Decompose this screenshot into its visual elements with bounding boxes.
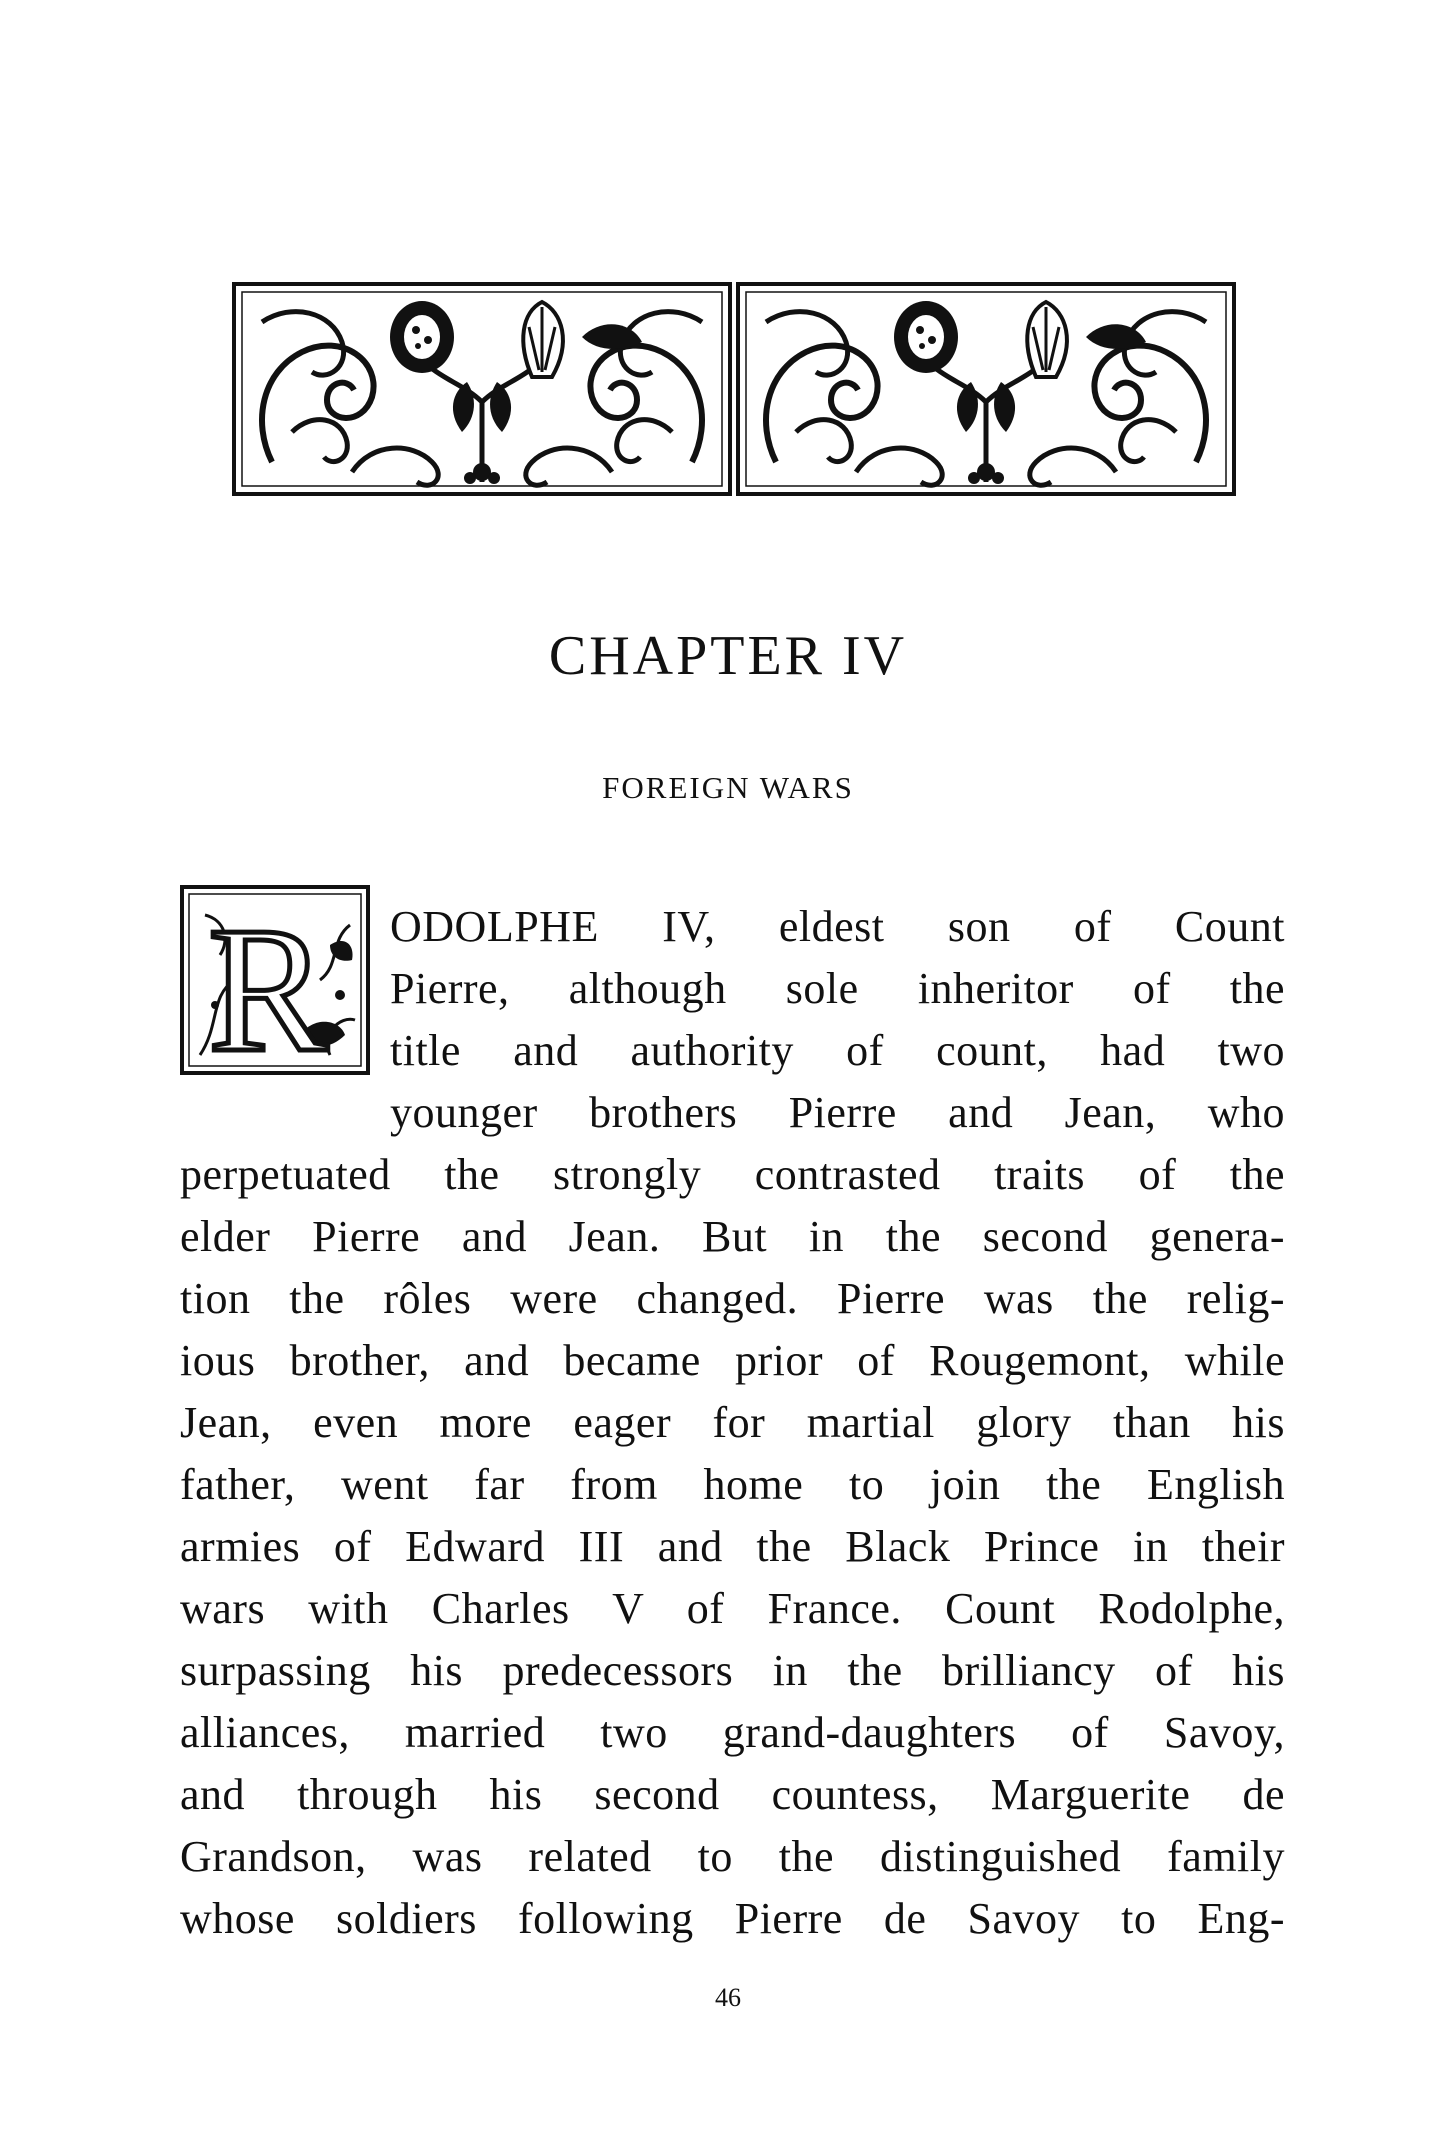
chapter-subtitle: FOREIGN WARS [602, 770, 854, 805]
text-line: and through his second countess, Marguerite de [180, 1770, 1285, 1819]
text-line: surpassing his predecessors in the brilliancy of his [180, 1646, 1285, 1695]
text-line: ODOLPHE IV, eldest son of Count [390, 902, 1285, 951]
chapter-title: CHAPTER IV [548, 625, 908, 687]
text-line: wars with Charles V of France. Count Rodolphe, [180, 1584, 1285, 1633]
text-line: father, went far from home to join the English [180, 1460, 1285, 1509]
text-line: ious brother, and became prior of Rougemont, while [180, 1336, 1285, 1385]
text-line: title and authority of count, had two [390, 1026, 1285, 1075]
drop-cap-initial [180, 885, 370, 1075]
text-line: younger brothers Pierre and Jean, who [390, 1088, 1285, 1137]
text-line: perpetuated the strongly contrasted traits of the [180, 1150, 1285, 1199]
text-line: elder Pierre and Jean. But in the second genera- [180, 1212, 1285, 1261]
text-line: Pierre, although sole inheritor of the [390, 964, 1285, 1013]
text-line: Jean, even more eager for martial glory than his [180, 1398, 1285, 1447]
text-line: whose soldiers following Pierre de Savoy to Eng- [180, 1894, 1285, 1943]
text-line: tion the rôles were changed. Pierre was the relig- [180, 1274, 1285, 1323]
text-line: alliances, married two grand-daughters of Savoy, [180, 1708, 1285, 1757]
text-line: Grandson, was related to the distinguished family [180, 1832, 1285, 1881]
drop-cap-letter: R [207, 890, 329, 1075]
text-line: armies of Edward III and the Black Prince in their [180, 1522, 1285, 1571]
page-number: 46 [715, 1983, 741, 2012]
floral-headpiece-ornament [232, 282, 1236, 496]
